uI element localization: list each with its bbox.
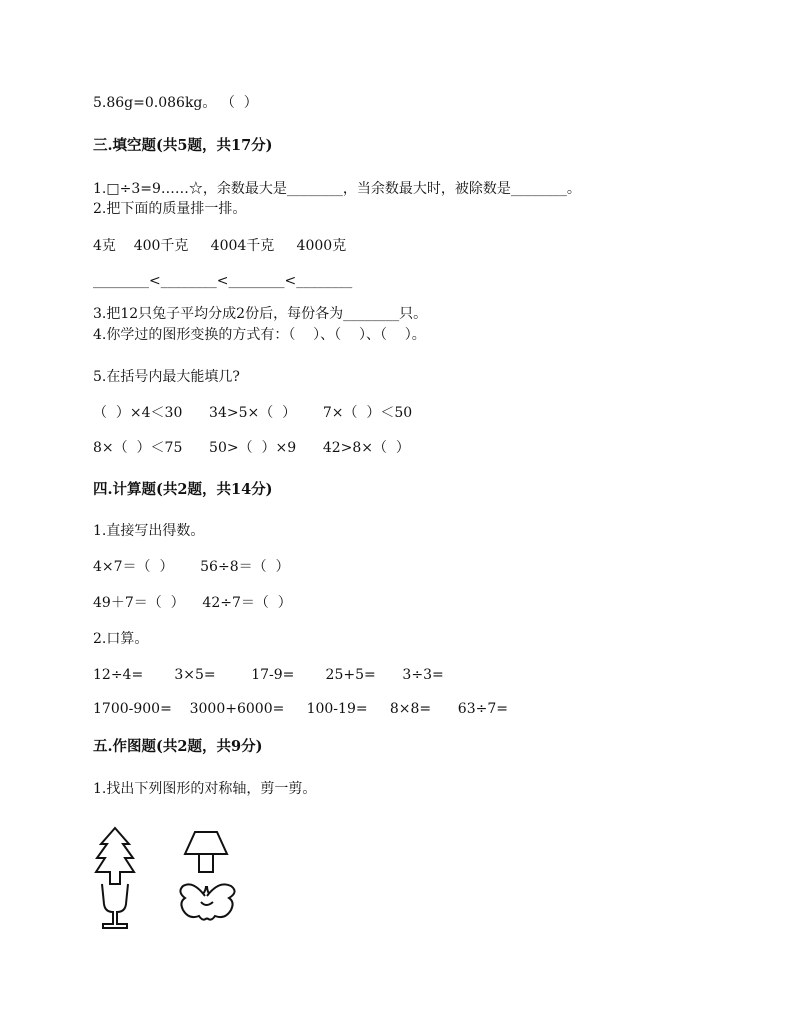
question-remainder: 1.□÷3=9……☆，余数最大是________，当余数最大时，被除数是________。 <box>93 181 581 197</box>
direct-answer-row-2: 49＋7＝（ ） 42÷7＝（ ） <box>93 595 292 611</box>
question-weight-conversion: 5.86g=0.086kg。 （ ） <box>93 95 258 111</box>
question-mental-math: 2.口算。 <box>93 631 149 647</box>
section-heading-calculation: 四.计算题(共2题，共14分) <box>93 481 273 498</box>
question-transformations: 4.你学过的图形变换的方式有：（ ）、（ ）、（ ）。 <box>93 327 426 343</box>
section-heading-fill-in: 三.填空题(共5题，共17分) <box>93 137 273 154</box>
symmetry-figures <box>93 818 243 930</box>
section-heading-drawing: 五.作图题(共2题，共9分) <box>93 738 263 755</box>
mental-math-row-1: 12÷4= 3×5= 17-9= 25+5= 3÷3= <box>93 667 444 683</box>
goblet-icon <box>102 884 128 928</box>
question-order-weights: 2.把下面的质量排一排。 <box>93 201 247 217</box>
question-max-fill: 5.在括号内最大能填几? <box>93 369 240 385</box>
question-symmetry-axis: 1.找出下列图形的对称轴，剪一剪。 <box>93 781 317 797</box>
ordering-blanks: ________<________<________<________ <box>93 273 353 289</box>
question-direct-answer: 1.直接写出得数。 <box>93 523 205 539</box>
direct-answer-row-1: 4×7＝（ ） 56÷8＝（ ） <box>93 559 290 575</box>
butterfly-icon <box>180 884 234 919</box>
mental-math-row-2: 1700-900= 3000+6000= 100-19= 8×8= 63÷7= <box>93 701 508 717</box>
tree-icon <box>96 828 134 884</box>
max-fill-row-2: 8×（ ）＜75 50>（ ）×9 42>8×（ ） <box>93 440 410 456</box>
lamp-icon <box>185 832 227 872</box>
max-fill-row-1: （ ）×4＜30 34>5×（ ） 7×（ ）＜50 <box>93 405 413 421</box>
weights-list: 4克 400千克 4004千克 4000克 <box>93 238 347 254</box>
question-rabbits: 3.把12只兔子平均分成2份后，每份各为________只。 <box>93 306 428 322</box>
